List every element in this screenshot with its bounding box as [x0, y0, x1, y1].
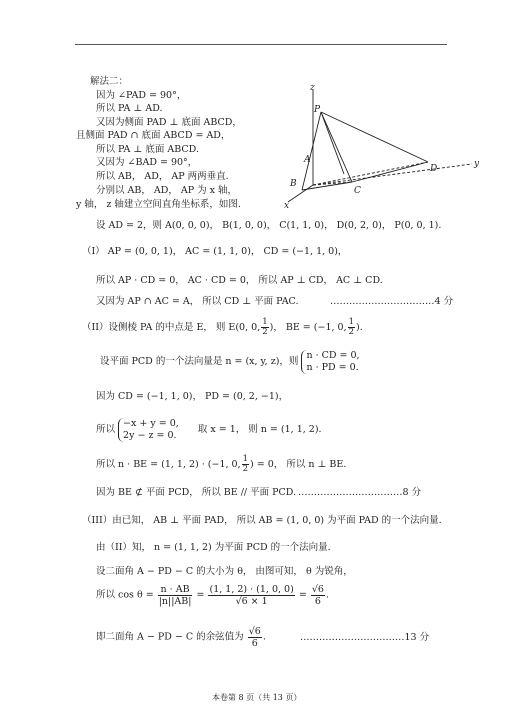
part2-conclusion: 因为 BE ⊄ 平面 PCD， 所以 BE // 平面 PCD.: [96, 487, 297, 498]
solve-result: 取 x = 1， 则 n = (1, 1, 2).: [197, 424, 322, 435]
label-y: y: [474, 159, 480, 169]
proof-line: 因为 ∠PAD = 90°，: [96, 90, 187, 101]
solve-text: 所以: [96, 424, 116, 435]
numerator: √6: [248, 626, 261, 637]
cos-fraction-2: [208, 584, 294, 607]
denominator: |n||AB|: [158, 596, 192, 607]
label-P: P: [314, 105, 321, 115]
edge-PB: [302, 112, 321, 190]
score-4: ……………………………4 分: [330, 296, 454, 307]
denominator: 6: [314, 596, 321, 607]
coordinates-line: 设 AD = 2，则 A(0, 0, 0)， B(1, 0, 0)， C(1, 1, 0)， D(0, 2, 0)， P(0, 0, 1).: [96, 220, 442, 231]
proof-line: 又因为 ∠BAD = 90°，: [96, 157, 198, 168]
denominator: √6 × 1: [235, 596, 268, 607]
system-eq-2: n · PD = 0.: [306, 362, 359, 373]
normal-vector-text: 设平面 PCD 的一个法向量是 n = (x, y, z)，则: [100, 356, 299, 367]
equals: =: [196, 589, 205, 601]
pyramid-figure: [280, 82, 485, 212]
fraction-denominator: 2: [262, 327, 268, 337]
denominator: 6: [251, 638, 258, 649]
numerator: (1, 1, 2) · (1, 0, 0): [209, 584, 294, 595]
final-text: 即二面角 A − PD − C 的余弦值为: [96, 631, 244, 643]
score-13: ……………………………13 分: [300, 632, 430, 643]
part2-midpoint-text-a: （II）设侧棱 PA 的中点是 E， 则 E(0, 0,: [82, 322, 261, 333]
page-footer: 本卷第 8 页（共 13 页）: [212, 693, 302, 702]
fraction-half: [242, 455, 249, 474]
period: .: [325, 589, 329, 601]
fraction-denominator: 2: [242, 464, 249, 474]
fraction-numerator: 1: [242, 454, 249, 464]
part1-dot-products: 所以 AP · CD = 0， AC · CD = 0， 所以 AP ⊥ CD， AC ⊥ CD.: [96, 275, 383, 286]
final-answer: [96, 626, 266, 649]
part3-angle-setup: 设二面角 A − PD − C 的大小为 θ， 由图可知， θ 为锐角，: [96, 566, 353, 577]
dot-product-text-b: ) = 0， 所以 n ⊥ BE.: [250, 459, 347, 470]
part2-midpoint-text-c: ).: [356, 322, 363, 333]
proof-line: y 轴， z 轴建立空间直角坐标系，如图.: [76, 199, 241, 210]
fraction-denominator: 2: [348, 327, 355, 337]
period: .: [262, 631, 266, 643]
final-fraction: [248, 626, 262, 649]
system-eq-1: −x + y = 0,: [123, 418, 179, 429]
proof-line: 所以 AB， AD， AP 两两垂直.: [96, 171, 229, 182]
part3-normal-PAD: （III）由已知， AB ⊥ 平面 PAD， 所以 AB = (1, 0, 0) 为平面 PAD 的一个法向量.: [82, 515, 442, 526]
label-D: D: [430, 164, 438, 174]
system-eq-2: 2y − z = 0.: [123, 430, 177, 441]
header-rule: [75, 44, 447, 45]
edge-PC: [321, 112, 352, 182]
edge-BC: [302, 182, 352, 190]
edge-CD: [352, 162, 428, 182]
cos-fraction-1: [158, 584, 193, 607]
dot-product-text-a: 所以 n · BE = (1, 1, 2) · (−1, 0,: [96, 459, 241, 470]
part3-normal-PCD: 由（II）知， n = (1, 1, 2) 为平面 PCD 的一个法向量.: [96, 542, 331, 553]
proof-line: 且侧面 PAD ∩ 底面 ABCD = AD，: [76, 130, 231, 141]
fraction-half: [348, 318, 355, 337]
label-x: x: [284, 201, 290, 211]
dot-product-nBE: [96, 455, 346, 474]
proof-line: 所以 PA ⊥ 底面 ABCD.: [96, 144, 199, 155]
part2-midpoint: [82, 318, 363, 337]
fraction-numerator: 1: [348, 317, 355, 327]
numerator: n · AB: [158, 584, 193, 596]
fraction-half: [261, 318, 268, 337]
score-8: ……………………………8 分: [298, 487, 422, 498]
normal-vector-system: [301, 350, 359, 374]
cos-fraction-3: [311, 584, 325, 607]
numerator: √6: [311, 584, 324, 595]
vectors-CD-PD: 因为 CD = (−1, 1, 0)， PD = (0, 2, −1)，: [96, 391, 289, 402]
part1-conclusion: 又因为 AP ∩ AC = A， 所以 CD ⊥ 平面 PAC.: [96, 296, 299, 307]
method-heading: 解法二：: [90, 76, 129, 87]
edge-AD: [313, 162, 428, 185]
proof-line: 分别以 AB， AD， AP 为 x 轴，: [96, 185, 238, 196]
y-axis: [313, 164, 472, 185]
cos-theta-line: [96, 584, 329, 607]
normal-vector-setup: [100, 350, 360, 374]
label-z: z: [310, 83, 315, 93]
linear-system: [118, 418, 179, 442]
part2-midpoint-text-b: )， BE = (−1, 0,: [269, 322, 347, 333]
cos-text: 所以 cos θ =: [96, 589, 154, 601]
label-B: B: [290, 179, 297, 189]
system-eq-1: n · CD = 0,: [306, 350, 360, 361]
proof-line: 又因为侧面 PAD ⊥ 底面 ABCD，: [96, 117, 242, 128]
label-A: A: [304, 155, 311, 165]
label-C: C: [354, 186, 361, 196]
proof-line: 所以 PA ⊥ AD.: [96, 103, 163, 114]
equals: =: [298, 589, 307, 601]
fraction-numerator: 1: [262, 317, 268, 327]
solve-system: [96, 418, 322, 442]
part1-vectors: （I） AP = (0, 0, 1)， AC = (1, 1, 0)， CD = (−1, 1, 0)，: [82, 246, 348, 257]
